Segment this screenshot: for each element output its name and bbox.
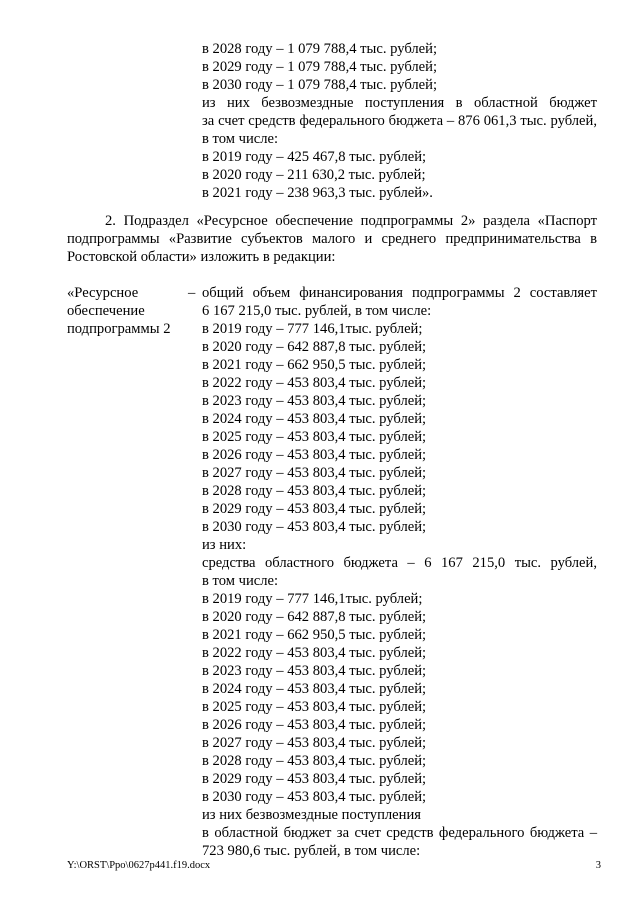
text-line: в 2022 году – 453 803,4 тыс. рублей;	[202, 375, 427, 391]
text-line: в 2023 году – 453 803,4 тыс. рублей;	[202, 393, 427, 409]
text-line: в 2021 году – 662 950,5 тыс. рублей;	[202, 357, 427, 373]
text-line: в 2027 году – 453 803,4 тыс. рублей;	[202, 735, 427, 751]
text-line: в 2029 году – 453 803,4 тыс. рублей;	[202, 771, 427, 787]
text-line: в 2030 году – 453 803,4 тыс. рублей;	[202, 519, 427, 535]
text-line: в 2020 году – 642 887,8 тыс. рублей;	[202, 339, 427, 355]
text-line: в 2021 году – 238 963,3 тыс. рублей».	[202, 185, 433, 201]
text-line: в 2025 году – 453 803,4 тыс. рублей;	[202, 699, 427, 715]
text-line: в 2021 году – 662 950,5 тыс. рублей;	[202, 627, 427, 643]
text-line: за счет средств федерального бюджета – 876 061,3 тыс. рублей,	[202, 113, 597, 129]
text-line: подпрограммы «Развитие субъектов малого и среднего предпринимательства в	[67, 231, 597, 247]
text-line: в 2030 году – 453 803,4 тыс. рублей;	[202, 789, 427, 805]
label-line: «Ресурсное	[67, 285, 139, 301]
text-line: в 2028 году – 453 803,4 тыс. рублей;	[202, 753, 427, 769]
text-line: в 2024 году – 453 803,4 тыс. рублей;	[202, 681, 427, 697]
text-line: 6 167 215,0 тыс. рублей, в том числе:	[202, 303, 432, 319]
text-line: из них безвозмездные поступления в областной бюджет	[202, 95, 597, 111]
text-line: Ростовской области» изложить в редакции:	[67, 249, 336, 265]
text-line: в 2028 году – 1 079 788,4 тыс. рублей;	[202, 41, 438, 57]
text-line: в 2019 году – 777 146,1тыс. рублей;	[202, 321, 423, 337]
text-line: в 2030 году – 1 079 788,4 тыс. рублей;	[202, 77, 438, 93]
label-line: обеспечение	[67, 303, 145, 319]
text-line: 2. Подраздел «Ресурсное обеспечение подпрограммы 2» раздела «Паспорт	[105, 213, 597, 229]
text-line: в 2019 году – 425 467,8 тыс. рублей;	[202, 149, 427, 165]
text-line: в областной бюджет за счет средств федерального бюджета –	[202, 825, 597, 841]
text-line: в 2028 году – 453 803,4 тыс. рублей;	[202, 483, 427, 499]
text-line: в 2025 году – 453 803,4 тыс. рублей;	[202, 429, 427, 445]
text-line: в 2029 году – 453 803,4 тыс. рублей;	[202, 501, 427, 517]
text-line: в 2020 году – 211 630,2 тыс. рублей;	[202, 167, 426, 183]
label-line: подпрограммы 2	[67, 321, 171, 337]
text-line: в 2024 году – 453 803,4 тыс. рублей;	[202, 411, 427, 427]
text-line: из них безвозмездные поступления	[202, 807, 421, 823]
text-line: средства областного бюджета – 6 167 215,0 тыс. рублей,	[202, 555, 597, 571]
text-line: в 2019 году – 777 146,1тыс. рублей;	[202, 591, 423, 607]
text-line: в 2029 году – 1 079 788,4 тыс. рублей;	[202, 59, 438, 75]
dash-separator: –	[188, 285, 196, 301]
footer-file-path: Y:\ORST\Ppo\0627p441.f19.docx	[67, 860, 211, 871]
text-line: в 2023 году – 453 803,4 тыс. рублей;	[202, 663, 427, 679]
text-line: в том числе:	[202, 131, 279, 147]
text-line: из них:	[202, 537, 247, 553]
text-line: 723 980,6 тыс. рублей, в том числе:	[202, 843, 421, 859]
text-line: в 2020 году – 642 887,8 тыс. рублей;	[202, 609, 427, 625]
text-line: в 2026 году – 453 803,4 тыс. рублей;	[202, 447, 427, 463]
text-line: в 2022 году – 453 803,4 тыс. рублей;	[202, 645, 427, 661]
text-line: в 2027 году – 453 803,4 тыс. рублей;	[202, 465, 427, 481]
text-line: общий объем финансирования подпрограммы 2 составляет	[202, 285, 597, 301]
text-line: в 2026 году – 453 803,4 тыс. рублей;	[202, 717, 427, 733]
text-line: в том числе:	[202, 573, 279, 589]
page-number: 3	[595, 860, 601, 871]
